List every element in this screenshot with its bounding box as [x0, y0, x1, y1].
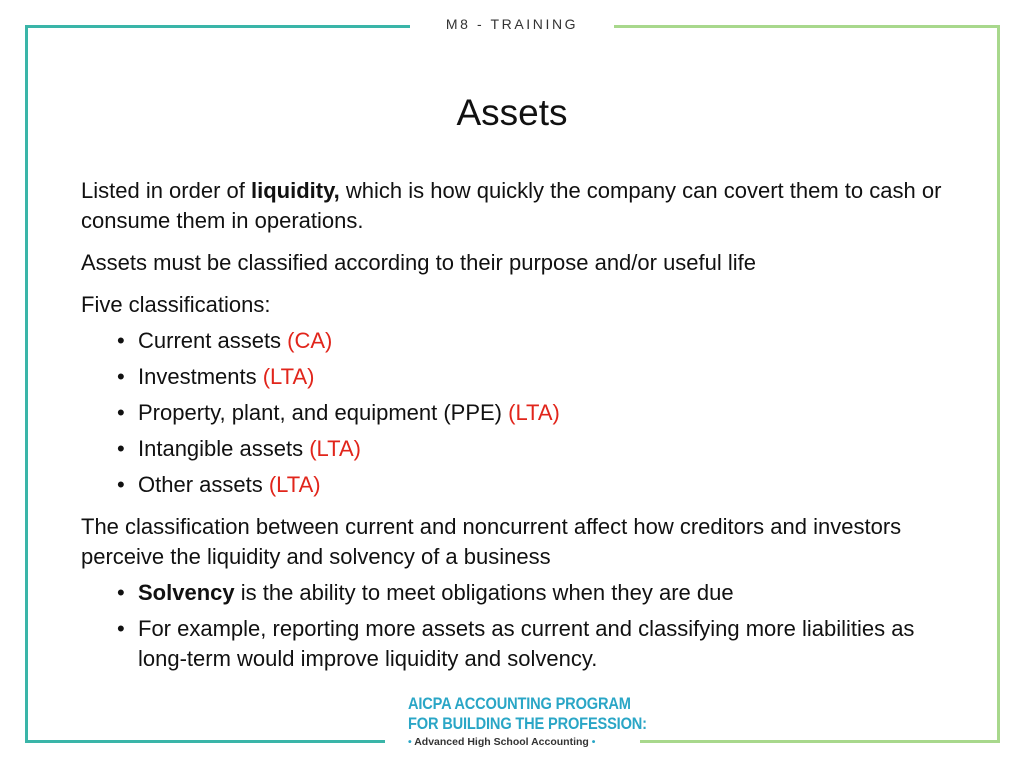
- dot-icon: •: [408, 736, 415, 748]
- list-item: [81, 614, 951, 674]
- item-text: is the ability to meet obligations when they are due: [234, 580, 734, 605]
- liquidity-term: liquidity,: [250, 178, 340, 203]
- item-text: Current assets: [138, 328, 288, 353]
- logo-line-3: [408, 734, 638, 750]
- p1-text-before: Listed in order of: [81, 178, 251, 203]
- logo-subtitle: Advanced High School Accounting: [414, 736, 589, 748]
- logo-line-2: FOR BUILDING THE PROFESSION:: [408, 714, 647, 733]
- bullet: •: [117, 580, 125, 605]
- dot-icon: •: [588, 736, 596, 748]
- paragraph-five-classifications: Five classifications:: [81, 292, 271, 317]
- frame-top-left-teal: [25, 25, 410, 28]
- frame-top-right-green: [614, 25, 1000, 28]
- logo-line-1: AICPA ACCOUNTING PROGRAM: [408, 694, 631, 713]
- bullet: •: [117, 436, 125, 461]
- bullet: •: [117, 328, 125, 353]
- bullet: •: [117, 364, 125, 389]
- solvency-term: Solvency: [138, 580, 235, 605]
- slide-content: [81, 176, 951, 686]
- classification-list: [81, 326, 951, 500]
- frame-bottom-right-green: [640, 740, 1000, 743]
- item-tag: (LTA): [268, 472, 321, 497]
- list-item: [81, 398, 951, 428]
- item-tag: (LTA): [508, 400, 560, 425]
- item-text: Property, plant, and equipment (PPE): [138, 400, 509, 425]
- list-item: [81, 326, 951, 356]
- p1-text-after: which is how quickly the company can covert them to cash or consume them in operations.: [81, 178, 942, 233]
- item-text: Intangible assets: [138, 436, 310, 461]
- paragraph-liquidity: [81, 176, 951, 236]
- bullet: •: [117, 616, 125, 641]
- list-item: [81, 362, 951, 392]
- frame-bottom-left-teal: [25, 740, 385, 743]
- item-text: For example, reporting more assets as current and classifying more liabilities as long-term would improve liquidity and solvency.: [138, 616, 915, 671]
- header-label: M8 - TRAINING: [445, 16, 579, 32]
- bullet: •: [117, 472, 125, 497]
- item-tag: (LTA): [262, 364, 315, 389]
- item-tag: (CA): [287, 328, 333, 353]
- list-item: [81, 578, 951, 608]
- item-tag: (LTA): [309, 436, 361, 461]
- item-text: Other assets: [138, 472, 269, 497]
- paragraph-classified: Assets must be classified according to their purpose and/or useful life: [81, 250, 757, 275]
- item-text: Investments: [138, 364, 263, 389]
- paragraph-creditors: The classification between current and noncurrent affect how creditors and investors perceive the liquidity and solvency of a business: [81, 514, 902, 569]
- list-item: [81, 470, 951, 500]
- slide-title: Assets: [456, 92, 568, 133]
- bullet: •: [117, 400, 125, 425]
- list-item: [81, 434, 951, 464]
- aicpa-logo: [386, 694, 647, 754]
- solvency-list: [81, 578, 951, 674]
